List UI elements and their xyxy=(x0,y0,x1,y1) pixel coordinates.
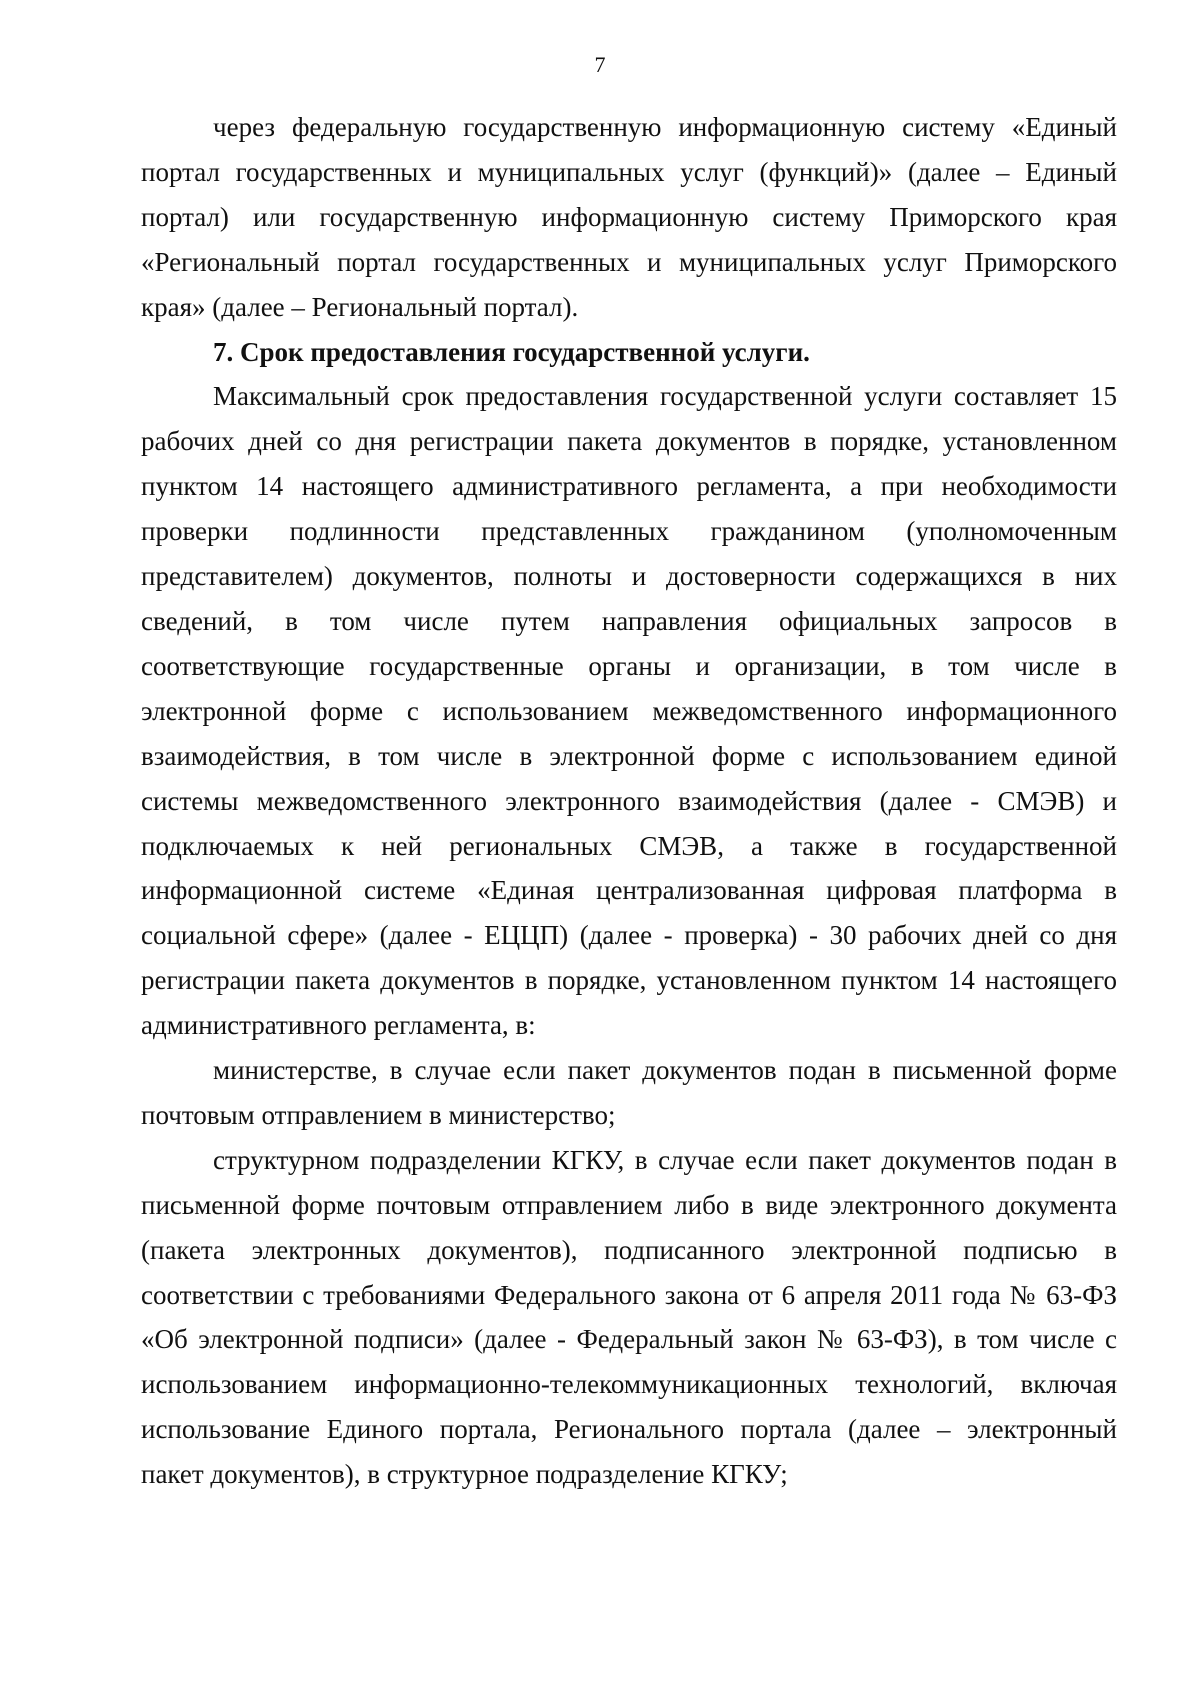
section-heading-7: 7. Срок предоставления государственной услуги. xyxy=(213,336,810,367)
paragraph-ministry: министерстве, в случае если пакет документов подан в письменной форме почтовым отправлением в министерство; xyxy=(141,1055,1117,1130)
page-number: 7 xyxy=(594,52,606,77)
paragraph-max-term: Максимальный срок предоставления государственной услуги составляет 15 рабочих дней со дня регистрации пакета документов в порядке, установленном пунктом 14 настоящего административного регламента, а при необходимости проверки подлинности представленных гражданином (уполномоченным представителем) документов, полноты и достоверности содержащихся в них сведений, в том числе путем направления официальных запросов в соответствующие государственные органы и организации, в том числе в электронной форме с использованием межведомственного информационного взаимодействия, в том числе в электронной форме с использованием единой системы межведомственного электронного взаимодействия (далее - СМЭВ) и подключаемых к ней региональных СМЭВ, а также в государственной информационной системе «Единая централизованная цифровая платформа в социальной сфере» (далее - ЕЦЦП) (далее - проверка) - 30 рабочих дней со дня регистрации пакета документов в порядке, установленном пунктом 14 настоящего административного регламента, в: xyxy=(141,381,1117,1041)
paragraph-kgku-division: структурном подразделении КГКУ, в случае если пакет документов подан в письменной форме почтовым отправлением либо в виде электронного документа (пакета электронных документов), подписанного электронной подписью в соответствии с требованиями Федерального закона от 6 апреля 2011 года № 63-ФЗ «Об электронной подписи» (далее - Федеральный закон № 63-ФЗ), в том числе с использованием информационно-телекоммуникационных технологий, включая использование Единого портала, Регионального портала (далее – электронный пакет документов), в структурное подразделение КГКУ; xyxy=(141,1144,1117,1490)
paragraph-portal-continuation: через федеральную государственную информационную систему «Единый портал государственных и муниципальных услуг (функций)» (далее – Единый портал) или государственную информационную систему Приморского края «Региональный портал государственных и муниципальных услуг Приморского края» (далее – Региональный портал). xyxy=(141,112,1117,322)
document-body xyxy=(141,105,1117,1497)
